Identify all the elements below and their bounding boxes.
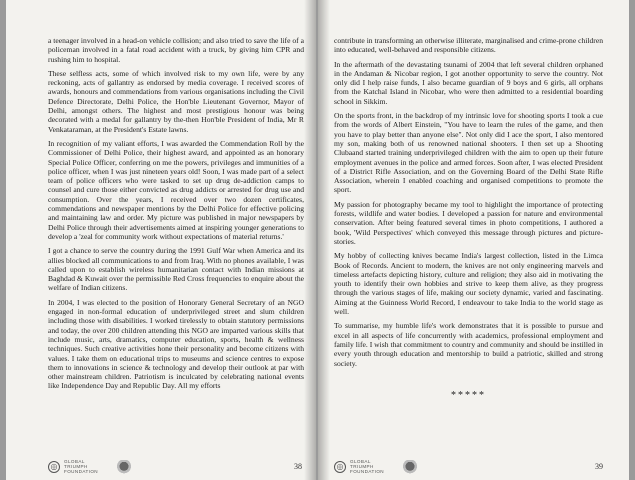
- medal-icon: [114, 460, 134, 474]
- left-page: [6, 0, 316, 480]
- foundation-logo: [48, 459, 98, 474]
- paragraph: My hobby of collecting knives became India's largest collection, listed in the Limca Book of Records. Ancient to modern, the knives are not only engineering marvels and timeless artefacts depicting history, culture and religion; they also aid in motivating the youth to identify their own hobbies and strive to keep them alive, as they progress through the various stages of life, making our society dynamic, varied and fascinating. Aiming at the Guinness World Record, I endeavour to take India to the world stage as well.: [334, 251, 603, 317]
- globe-icon: ◎: [334, 461, 346, 473]
- medal-icon: [400, 460, 420, 474]
- paragraph: In 2004, I was elected to the position of Honorary General Secretary of an NGO engaged in non-formal education of underprivileged street and slum children including those with disabilities. I worked tirelessly to obtain statutory permissions and today, the over 200 children attending this NGO are imparted various skills that include music, arts, dramatics, computer education, sports, health & wellness techniques. Such creative activities hone their personality and become citizens with values. I take them on educational trips to museums and science centres to expose them to innovations in science & technology and develop their outlook at par with other mainstream children. Patriotism is inculcated by celebrating national events like Independence Day and Republic Day. All my efforts: [48, 297, 304, 391]
- logo-text: GLOBAL TRIUMPH FOUNDATION: [64, 459, 99, 474]
- page-number: 39: [595, 462, 603, 471]
- page-number: 38: [294, 462, 302, 471]
- globe-icon: ◎: [48, 461, 60, 473]
- foundation-logo: [334, 459, 384, 474]
- right-page: [318, 0, 629, 480]
- paragraph: contribute in transforming an otherwise illiterate, marginalised and crime-prone children into educated, well-behaved and responsible citizens.: [334, 36, 603, 55]
- paragraph: In the aftermath of the devastating tsunami of 2004 that left several children orphaned in the Andaman & Nicobar region, I got another opportunity to serve the country. Not only did I help raise funds, I also became guardian of 9 boys and 6 girls, all orphans from the Katchal Island in Nicobar, who were then admitted to a residential boarding school in Sikkim.: [334, 59, 603, 106]
- gutter-shadow: [318, 0, 330, 480]
- section-end-stars: *****: [451, 389, 486, 401]
- paragraph: To summarise, my humble life's work demonstrates that it is possible to pursue and excel in all aspects of life concurrently with academics, professional employment and family life. I wish that commitment to country and community and should be instilled in every youth through education and mentorship to build a patriotic, skilled and strong society.: [334, 321, 603, 368]
- page-footer: [334, 459, 603, 474]
- page-footer: [48, 459, 302, 474]
- logo-text: GLOBAL TRIUMPH FOUNDATION: [350, 459, 385, 474]
- paragraph: In recognition of my valiant efforts, I was awarded the Commendation Roll by the Commissioner of Delhi Police, their highest award, and appointed as an honorary Special Police Officer, conferring on me the powers, privileges and immunities of a police officer, when I was just nineteen years old! Soon, I was made part of a select team of police officers who were tasked to set up drug de-addiction camps to counsel and cure those either convicted as drug addicts or arrested for drug use and consumption. Over the years, I received over two dozen certificates, commendations and newspaper mentions by the Delhi Police for effective policing and maintaining law and order. My picture was published in major newspapers by Delhi Police through their advertisements aimed at inspiring younger generations to develop a 'zeal for community work without expectations of material returns.': [48, 138, 304, 241]
- paragraph: a teenager involved in a head-on vehicle collision; and also tried to save the life of a policeman involved in a fatal road accident with a truck, by giving him CPR and rushing him to hospital.: [48, 36, 304, 64]
- paragraph: I got a chance to serve the country during the 1991 Gulf War when America and its allies blocked all communications to and from Iraq. With no phones available, I was called upon to establish wireless humanitarian contact with Indian missions at Baghdad & Kuwait over the permissible Red Cross frequencies to enquire about the welfare of Indian citizens.: [48, 246, 304, 293]
- paragraph: On the sports front, in the backdrop of my intrinsic love for shooting sports I took a cue from the words of Albert Einstein, "You have to learn the rules of the game, and then you have to play better than anyone else". Not only did I ace the sport, I also mentored my son, making both of us renowned national shooters. I then set up a Shooting Clubaand started training underprivileged children with the aim to open up their future employment avenues in the police and armed forces. Soon after, I was elected President of a District Rifle Association, and on the Governing Board of the Delhi State Rifle Association, wherein I enabled coaching and organised competitions to promote the sport.: [334, 111, 603, 195]
- gutter-shadow: [304, 0, 316, 480]
- paragraph: My passion for photography became my tool to highlight the importance of protecting forests, wildlife and water bodies. I developed a passion for nature and environmental conservation. After being featured several times in photo competitions, I authored a book, 'Wild Perspectives' which conveyed this message through pictures and picture-stories.: [334, 199, 603, 246]
- paragraph: These selfless acts, some of which involved risk to my own life, were by any reckoning, acts of gallantry as endorsed by media coverage. I received scores of awards, honours and commendations from various organisations including the Civil Defence Directorate, Delhi Police, the Hon'ble Lieutenant Governor, Mayor of Delhi, amongst others. The highest and most prestigious honour was being decorated with a medal for gallantry by the-then Hon'ble President of India, Mr R Venkataraman, at the President's Estate lawns.: [48, 68, 304, 134]
